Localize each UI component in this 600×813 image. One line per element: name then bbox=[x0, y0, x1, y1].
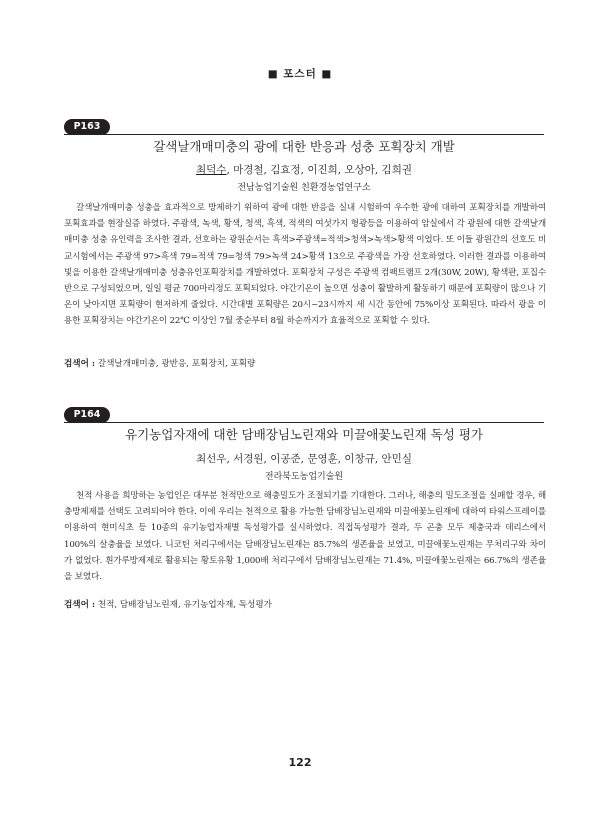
author-list: 최선우, 서경원, 이공준, 문영훈, 이창규, 안민실 bbox=[196, 453, 412, 465]
abstract-id-badge: P164 bbox=[64, 407, 110, 423]
keywords-list: 갈색날개매미충, 광반응, 포획장치, 포획량 bbox=[95, 359, 256, 369]
keywords-label: 검색어 : bbox=[64, 600, 96, 610]
abstract-title: 갈색날개매미충의 광에 대한 반응과 성충 포획장치 개발 bbox=[153, 139, 455, 154]
author-list bbox=[64, 162, 544, 177]
divider-rule bbox=[64, 422, 544, 423]
abstract-body: 갈색날개매미충 성충을 효과적으로 방제하기 위하여 광에 대한 반응을 실내 시험하여 우수한 광에 대하여 포획장치를 개발하여 포획효과를 현장실증 하였다. 주광색, 녹색, 황색, 청색, 흑색, 적색의 여섯가지 형광등을 이용하여 암실에서 각 광원에 대한 갈색날개매미충 성충 유인력을 조사한 결과, 선호하는 광원순서는 흑색>주광색=적색>청색>녹색>황색 이었다. 또 이들 광원간의 선호도 비교시험에서는 주광색 97>흑색 79=적색 79=청색 79>녹색 24>황색 13으로 주광색을 가장 선호하였다. 이러한 결과를 이용하여 빛을 이용한 갈색날개매미충 성충유인포획장치를 개발하였다. 포획장치 구성은 주광색 컴팩트램프 2개(30W, 20W), 황색판, 포집수반으로 구성되었으며, 일일 평균 700마리정도 포획되었다. 야간기온이 높으면 성충이 활발하게 활동하기 때문에 포획량이 많으나 기온이 낮아지면 포획량이 현저하게 줄었다. 시간대별 포획량은 20시~23시까지 세 시간 동안에 75%이상 포획된다. 따라서 광을 이용한 포획장치는 야간기온이 22℃ 이상인 7월 중순부터 8월 하순까지가 효율적으로 포획할 수 있다. bbox=[64, 203, 546, 327]
keywords-list: 천적, 담배장님노린재, 유기농업자재, 독성평가 bbox=[95, 600, 272, 610]
page-number: 122 bbox=[288, 756, 312, 769]
presenting-author: 최덕수 bbox=[196, 164, 227, 176]
keywords-line bbox=[64, 598, 546, 612]
divider-rule bbox=[64, 134, 544, 135]
abstract-title: 유기농업자재에 대한 담배장님노린재와 미끌애꽃노린재 독성 평가 bbox=[125, 427, 483, 442]
coauthors: , 마경철, 김효정, 이진희, 오상아, 김희권 bbox=[226, 164, 412, 176]
abstract-id-badge: P163 bbox=[64, 119, 110, 135]
affiliation: 전남농업기술원 친환경농업연구소 bbox=[237, 183, 371, 193]
abstract-body: 천적 사용을 희망하는 농업인은 대부분 천적만으로 해충밀도가 조절되기를 기대한다. 그러나, 해충의 밀도조절을 실패할 경우, 해충방제제를 선택도 고려되어야 한다. 이에 우리는 천적으로 활용 가능한 담배장님노린재와 미끌애꽃노린재에 대하여 타워스프레이를 이용하여 현미식초 등 10종의 유기농업자재별 독성평가를 실시하였다. 직접독성평가 결과, 두 곤충 모두 제충국과 데리스에서 100%의 살충율을 보였다. 니코틴 처리구에서는 담배장님노린재는 85.7%의 생존율을 보였고, 미끌애꽃노린재는 무처리구와 차이가 없었다. 흰가루방제제로 활용되는 황토유황 1,000배 처리구에서 담배장님노린재는 71.4%, 미끌애꽃노린재는 66.7%의 생존율을 보였다. bbox=[64, 491, 546, 583]
keywords-label: 검색어 : bbox=[64, 359, 96, 369]
affiliation: 전라북도농업기술원 bbox=[264, 472, 344, 482]
section-header: ■ 포스터 ■ bbox=[267, 68, 333, 80]
keywords-line bbox=[64, 357, 546, 371]
